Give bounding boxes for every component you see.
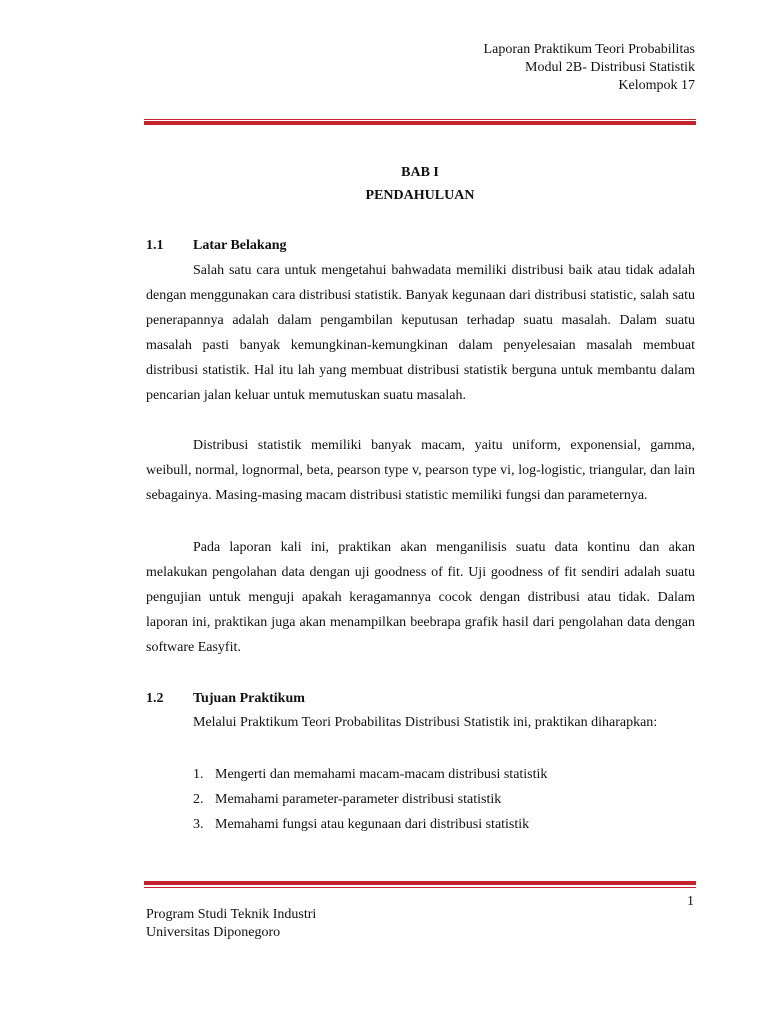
- chapter-label: BAB I: [401, 165, 439, 180]
- chapter-title: PENDAHULUAN: [365, 188, 475, 203]
- page-number: 1: [687, 894, 694, 909]
- list-item-text: Memahami fungsi atau kegunaan dari distribusi statistik: [215, 817, 530, 832]
- list-item: [193, 816, 529, 834]
- header-rule-thin: [144, 119, 696, 120]
- header-rule-thick: [144, 121, 696, 125]
- footer-university: Universitas Diponegoro: [146, 925, 281, 940]
- paragraph-1: Salah satu cara untuk mengetahui bahwadata memiliki distribusi baik atau tidak adalah dengan menggunakan cara distribusi statistik. Banyak kegunaan dari distribusi statistic, salah satu penerapannya adalah dalam pengambilan keputusan terhadap suatu masalah. Dalam suatu masalah pasti banyak kemungkinan-kemungkinan dalam penyelesaian masalah membuat distribusi statistik. Hal itu lah yang membuat distribusi statistik berguna untuk membantu dalam pencarian jalan keluar untuk memutuskan suatu masalah.: [146, 263, 695, 403]
- list-item-text: Memahami parameter-parameter distribusi statistik: [215, 792, 502, 807]
- header-group: Kelompok 17: [618, 78, 695, 93]
- list-item-number: 1.: [193, 767, 204, 782]
- section-2-title: Tujuan Praktikum: [193, 691, 305, 706]
- header-report-title: Laporan Praktikum Teori Probabilitas: [483, 42, 695, 57]
- section-1-title: Latar Belakang: [193, 238, 287, 253]
- list-item-text: Mengerti dan memahami macam-macam distribusi statistik: [215, 767, 548, 782]
- paragraph-2: Distribusi statistik memiliki banyak macam, yaitu uniform, exponensial, gamma, weibull, normal, lognormal, beta, pearson type v, pearson type vi, log-logistic, triangular, dan lain sebagainya. Masing-masing macam distribusi statistic memiliki fungsi dan parameternya.: [146, 438, 695, 503]
- footer-rule-thin: [144, 887, 696, 888]
- list-item-number: 3.: [193, 817, 204, 832]
- footer-program: Program Studi Teknik Industri: [146, 907, 317, 922]
- section-1-number: 1.1: [146, 238, 164, 253]
- list-item-number: 2.: [193, 792, 204, 807]
- header-module: Modul 2B- Distribusi Statistik: [525, 60, 695, 75]
- paragraph-3: Pada laporan kali ini, praktikan akan menganilisis suatu data kontinu dan akan melakukan pengolahan data dengan uji goodness of fit. Uji goodness of fit sendiri adalah suatu pengujian untuk menguji apakah keragamannya cocok dengan distribusi atau tidak. Dalam laporan ini, praktikan juga akan menampilkan beebrapa grafik hasil dari pengolahan data dengan software Easyfit.: [146, 540, 695, 655]
- running-header: [140, 41, 695, 95]
- section-2-intro: Melalui Praktikum Teori Probabilitas Distribusi Statistik ini, praktikan diharapkan:: [193, 715, 658, 730]
- running-footer: [146, 906, 316, 942]
- section-2-number: 1.2: [146, 691, 164, 706]
- footer-rule-thick: [144, 881, 696, 885]
- list-item: [193, 766, 547, 784]
- list-item: [193, 791, 501, 809]
